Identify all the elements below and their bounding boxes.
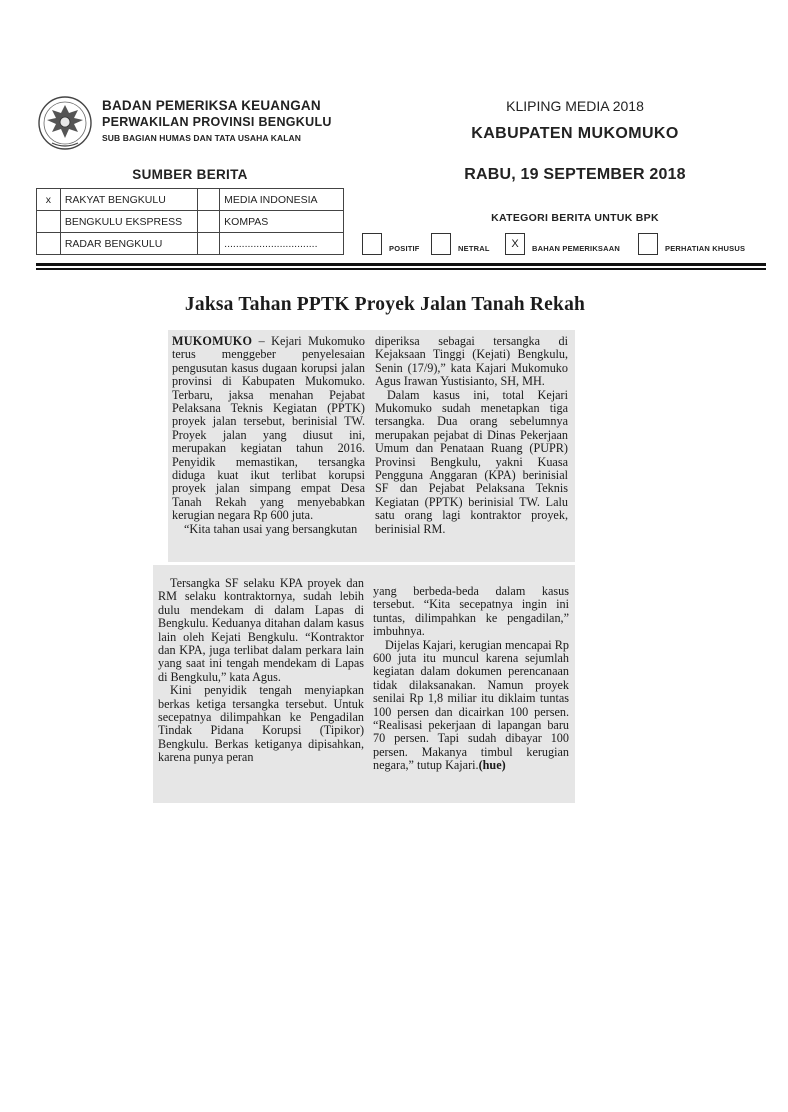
category-bahan-pemeriksaan: [505, 233, 620, 255]
source-checkbox: x: [37, 189, 61, 211]
source-row: [37, 211, 344, 233]
article-paragraph: “Kita tahan usai yang bersangkutan: [184, 521, 358, 536]
source-checkbox: [198, 233, 220, 255]
category-netral: [431, 233, 490, 255]
category-checkbox: [362, 233, 382, 255]
date-title: RABU, 19 SEPTEMBER 2018: [464, 166, 686, 183]
source-name: RADAR BENGKULU: [60, 233, 197, 255]
article-column: [172, 335, 365, 536]
region-title: KABUPATEN MUKOMUKO: [471, 125, 679, 142]
category-positif: [362, 233, 420, 255]
category-label: BAHAN PEMERIKSAAN: [532, 244, 620, 253]
author-tag: (hue): [478, 758, 506, 773]
article-paragraph: MUKOMUKO – Kejari Mukomuko terus menggeber penyelesaian pengusutan kasus dugaan korupsi jalan provinsi di Kabupaten Mukomuko. Terbaru, jaksa menahan Pejabat Pelaksana Teknis Kegiatan (PPTK) proyek jalan tersebut, berinisial TW. Proyek jalan yang diusut ini, merupakan kegiatan tahun 2016. Penyidik memastikan, tersangka diduga kuat ikut terlibat korupsi proyek jalan simpang empat Desa Tanah Rekah yang menyebabkan kerugian negara Rp 600 juta.: [172, 334, 365, 523]
source-row: [37, 189, 344, 211]
source-name: RAKYAT BENGKULU: [60, 189, 197, 211]
article-paragraph: Kini penyidik tengah menyiapkan berkas ketiga tersangka tersebut. Untuk secepatnya dilimpahkan ke Pengadilan Tindak Pidana Korupsi (Tipikor) Bengkulu. Berkas ketiganya dipisahkan, karena punya peran: [158, 683, 364, 765]
source-section-title: SUMBER BERITA: [132, 167, 248, 182]
source-row: [37, 233, 344, 255]
source-name: MEDIA INDONESIA: [220, 189, 344, 211]
article-headline: Jaksa Tahan PPTK Proyek Jalan Tanah Rekah: [184, 294, 586, 315]
source-table: [36, 188, 344, 255]
category-label: PERHATIAN KHUSUS: [665, 244, 746, 253]
category-label: NETRAL: [458, 244, 490, 253]
org-name: BADAN PEMERIKSA KEUANGAN: [102, 98, 321, 113]
source-checkbox: [198, 189, 220, 211]
source-name: BENGKULU EKSPRESS: [60, 211, 197, 233]
category-label: POSITIF: [389, 244, 420, 253]
article-paragraph: Dalam kasus ini, total Kejari Mukomuko sudah menetapkan tiga tersangka. Dua orang sebelumnya merupakan pejabat di Dinas Pekerjaan Umum dan Penataan Ruang (PUPR) Provinsi Bengkulu, yakni Kuasa Pengguna Anggaran (KPA) berinisial SF dan Pejabat Pelaksana Teknis Kegiatan (PPTK) berinisial TW. Lalu satu orang lagi kontraktor proyek, berinisial RM.: [375, 387, 568, 536]
article-clipping-top: [168, 330, 575, 562]
category-perhatian-khusus: [638, 233, 745, 255]
kliping-title: KLIPING MEDIA 2018: [506, 98, 644, 114]
source-name: KOMPAS: [220, 211, 344, 233]
source-checkbox: [37, 233, 61, 255]
article-column: [375, 335, 568, 536]
category-section-title: KATEGORI BERITA UNTUK BPK: [491, 212, 659, 224]
org-branch: PERWAKILAN PROVINSI BENGKULU: [102, 115, 332, 129]
header-divider: [36, 268, 766, 270]
source-checkbox: [37, 211, 61, 233]
article-paragraph: yang berbeda-beda dalam kasus tersebut. “Kita secepatnya ingin ini tuntas, dilimpahkan ke pengadilan,” imbuhnya.: [373, 584, 569, 639]
article-column: [158, 577, 364, 765]
org-subdivision: SUB BAGIAN HUMAS DAN TATA USAHA KALAN: [102, 133, 302, 143]
source-checkbox: [198, 211, 220, 233]
article-paragraph: Dijelas Kajari, kerugian mencapai Rp 600 juta itu muncul karena sejumlah kegiatan dalam dokumen perencanaan tidak dilaksanakan. Namun proyek senilai Rp 1,8 miliar itu diklaim tuntas 100 persen dan dicairkan 100 persen. “Realisasi pekerjaan di lapangan baru 70 persen. Tapi sudah dibayar 100 persen. Makanya timbul kerugian negara,” tutup Kajari.(hue): [373, 637, 569, 773]
article-paragraph: diperiksa sebagai tersangka di Kejaksaan Tinggi (Kejati) Bengkulu, Senin (17/9),” kata Kajari Mukomuko Agus Irawan Yustisianto, SH, MH.: [375, 334, 568, 389]
organisation-header: [102, 98, 332, 145]
source-name: ................................: [220, 233, 344, 255]
category-checkbox: X: [505, 233, 525, 255]
header-divider: [36, 263, 766, 266]
category-checkbox: [431, 233, 451, 255]
article-paragraph: Tersangka SF selaku KPA proyek dan RM selaku kontraktornya, sudah lebih dulu mendekam di dalam Lapas di Bengkulu. Keduanya ditahan dalam kasus lain oleh Kejati Bengkulu. “Kontraktor dan KPA, juga terlibat dalam perkara lain yang saat ini tengah mendekam di Lapas di Bengkulu,” kata Agus.: [158, 576, 364, 684]
article-dateline: MUKOMUKO: [172, 334, 253, 348]
article-clipping-bottom: [153, 565, 575, 803]
garuda-emblem-logo: [36, 93, 94, 153]
category-checkbox: [638, 233, 658, 255]
article-column: [373, 585, 569, 773]
